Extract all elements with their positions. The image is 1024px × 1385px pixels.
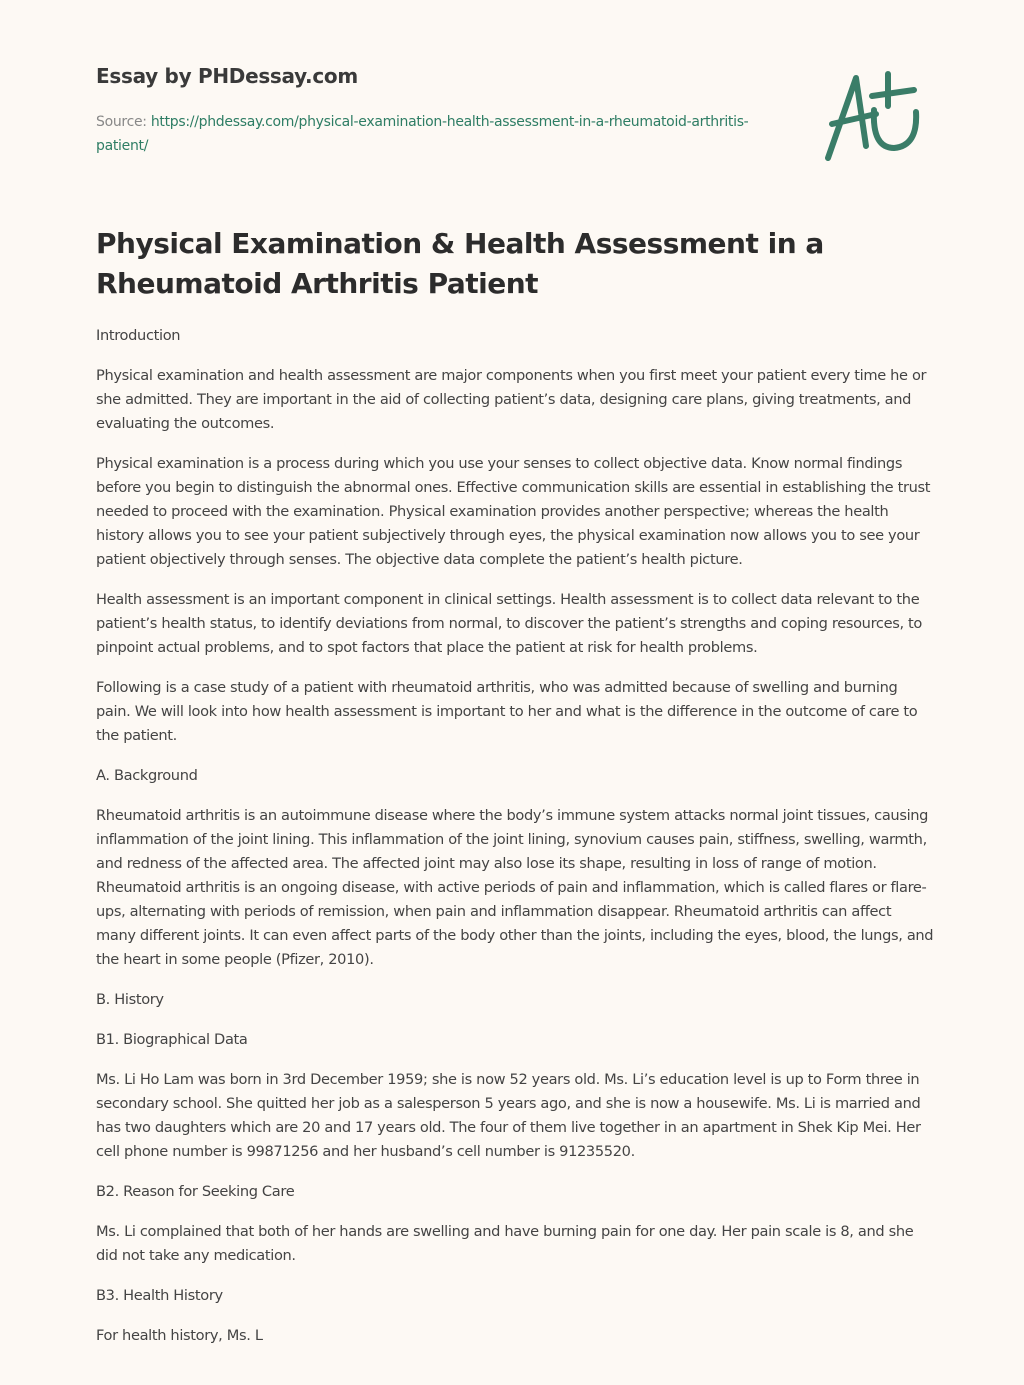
section-heading: B1. Biographical Data xyxy=(96,1031,248,1048)
section-heading: B. History xyxy=(96,991,164,1008)
paragraph: Ms. Li Ho Lam was born in 3rd December 1959; she is now 52 years old. Ms. Li’s education level is up to Form three in secondary school. She quitted her job as a salesperson 5 years ago, and she is now a housewife. Ms. Li is married and has two daughters which are 20 and 17 years old. The four of them live together in an apartment in Shek Kip Mei. Her cell phone number is 99871256 and her husband’s cell number is 91235520. xyxy=(96,1071,921,1160)
a-plus-logo-icon xyxy=(818,66,928,166)
site-brand: Essay by PHDessay.com xyxy=(96,64,358,88)
paragraph: Rheumatoid arthritis is an autoimmune disease where the body’s immune system attacks normal joint tissues, causing inflammation of the joint lining. This inflammation of the joint lining, synovium causes pain, stiffness, swelling, warmth, and redness of the affected area. The affected joint may also lose its shape, resulting in loss of range of motion. Rheumatoid arthritis is an ongoing disease, with active periods of pain and inflammation, which is called flares or flare-ups, alternating with periods of remission, when pain and inflammation disappear. Rheumatoid arthritis can affect many different joints. It can even affect parts of the body other than the joints, including the eyes, blood, the lungs, and the heart in some people (Pfizer, 2010). xyxy=(96,807,934,968)
essay-body xyxy=(96,324,934,1364)
paragraph: Health assessment is an important component in clinical settings. Health assessment is to collect data relevant to the patient’s health status, to identify deviations from normal, to discover the patient’s strengths and coping resources, to pinpoint actual problems, and to spot factors that place the patient at risk for health problems. xyxy=(96,591,922,656)
page-title: Physical Examination & Health Assessment in a Rheumatoid Arthritis Patient xyxy=(96,227,824,300)
source-link[interactable]: https://phdessay.com/physical-examination-health-assessment-in-a-rheumatoid-arthritis-patient/ xyxy=(96,114,749,154)
paragraph: Ms. Li complained that both of her hands are swelling and have burning pain for one day. Her pain scale is 8, and she did not take any medication. xyxy=(96,1223,914,1264)
source-line xyxy=(96,110,776,158)
paragraph: Following is a case study of a patient with rheumatoid arthritis, who was admitted because of swelling and burning pain. We will look into how health assessment is important to her and what is the difference in the outcome of care to the patient. xyxy=(96,679,918,744)
source-label: Source: xyxy=(96,114,147,130)
paragraph: Physical examination and health assessment are major components when you first meet your patient every time he or she admitted. They are important in the aid of collecting patient’s data, designing care plans, giving treatments, and evaluating the outcomes. xyxy=(96,367,927,432)
paragraph: For health history, Ms. L xyxy=(96,1327,263,1344)
section-heading: B3. Health History xyxy=(96,1287,223,1304)
paragraph: Physical examination is a process during which you use your senses to collect objective data. Know normal findings before you begin to distinguish the abnormal ones. Effective communication skills are essential in establishing the trust needed to proceed with the examination. Physical examination provides another perspective; whereas the health history allows you to see your patient subjectively through eyes, the physical examination now allows you to see your patient objectively through senses. The objective data complete the patient’s health picture. xyxy=(96,455,931,568)
section-heading: B2. Reason for Seeking Care xyxy=(96,1183,295,1200)
section-heading: A. Background xyxy=(96,767,198,784)
section-heading: Introduction xyxy=(96,327,181,344)
